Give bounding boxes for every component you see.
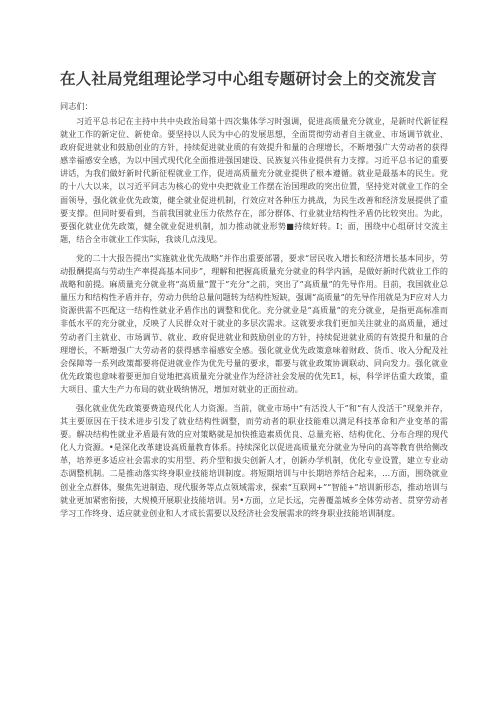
greeting: 同志们： — [60, 101, 93, 111]
document-title: 在人社局党组理论学习中心组专题研讨会上的交流发言 — [60, 69, 437, 88]
paragraph-3: 强化就业优先政策要费造现代化人力资源。当前，就业市场中“有活没人干”和“有人没活干”现象并存，其主要原因在于技术进步引发了就业结构性调整，而劳动者的职业技能难以满足科技革命和产业变革的需要。解决结构性就业矛盾最有效的应对策略就是加快推造素质优良、总量充裕、结构优化、分布合理的现代化人力资源。•是深化改革建设高质量教育体系。持续深化以促进高质量充分就业为导向的高等教育供给侧改革，培养更多适应社会需求的实用型、药介型和拔尖创新人才，创新办学机制，优化专业设置，建立专业动态调整机制。二是推动落实终身职业技能培训制度。将短期培训与中长期培养结合起来，…方面，围绕就业创业全点群体，聚焦先进制造、现代服务等点点领域需求，探索“互联网+”“智能+”培训新形态，推动培训与就业更加紧密衔接，大规模开展职业技能培训。另•方面，立足长远，完善覆盖城乡全体劳动者、贯穿劳动者学习工作终身、适应就业创业和人才成长需要以及经济社会发展需求的终身职业技能培训制度。 — [60, 402, 448, 518]
paragraph-2: 党的二十大报告提出“实施就业优先战略”并作出重要部署，要求“居民收入增长和经济增长基本同步，劳动报酬提高与劳动生产率提高基本同步”，理解和把握高质量充分就业的科学内涵，是做好新时代就业工作的战略和前提。麻质量充分就业将“高质量”置于“充分”之前，突出了“高质量”的先导作用。目前，我国就业总量压力和结构性矛盾并存，劳动力供给总量问题转为结构性短缺，强调“高质量”的先导作用就是为F应对人力资源供需不匹配这一结构性就业矛盾作出的调整和优化。充分就业是“高质量”的充分就业，是指更高标准而非低水平的充分就业，反映了人民群众对于就业的多层次需求。这就要求我们更加关注就业的高质量，通过劳动者门主就业、市场调节、就业、政府促进就业和鼓励创业的方针，持续促进就业质的有效提升和量的合理增长，不断增强广大劳动者的获得感幸福感安全感。强化就业优先政策意味着财政、货币、收入分配及社会保障等一系列政策都要将促进就业作为优先号量的要求，都要与就业政策协调联动、同向发力。强化就业优先政策也意味着要更加自觉地把高质量充分就业作为经济社会发展的优先E1，标，科学评估重大政策，重大项目、重大生产力布局的就业吸纳情况，增加对就业的正面拉动。 — [60, 252, 448, 394]
document-page — [60, 68, 448, 526]
paragraph-1: 习近平总书记在主持中共中央政治局第十四次集体学习时强调，促进高质量充分就业，是新时代新征程就业工作的新定位、新使命。要坚持以人民为中心的发展思想，全面贯彻劳动者自主就业、市场调节就业、政府促进就业和鼓励创业的方针，持续促进就业质的有效提升和量的合理增长，不断增强广大劳动者的获得感幸福感安全感，为以中国式现代化全面推进强国建设、民族复兴伟业提供有力支撑。习近平总书记的重要讲话，为我们做好新时代新征程就业工作，促进高质量充分就业提供了根本遵循。就业是最基本的民生。党的十八大以来，以习近平同志为核心的党中央把就业工作摆在治国理政的突出位置，坚持党对就业工作的全面领导，强化就业优先政策，健全就业促进机制，行效应对各种压力挑战，为民生改善和经济发展提供了重要支撑。但同时要看到，当前我国就业压力依然存在，部分群体、行业就业结构性矛盾仍比较突出。为此，要强化就业优先政策，健全就业促进机制，加力推动就业形势■持续好转。I；面，围绕中心组研讨交流主题，结合全市就业工作实际，我谈几点浅见。 — [60, 116, 448, 244]
